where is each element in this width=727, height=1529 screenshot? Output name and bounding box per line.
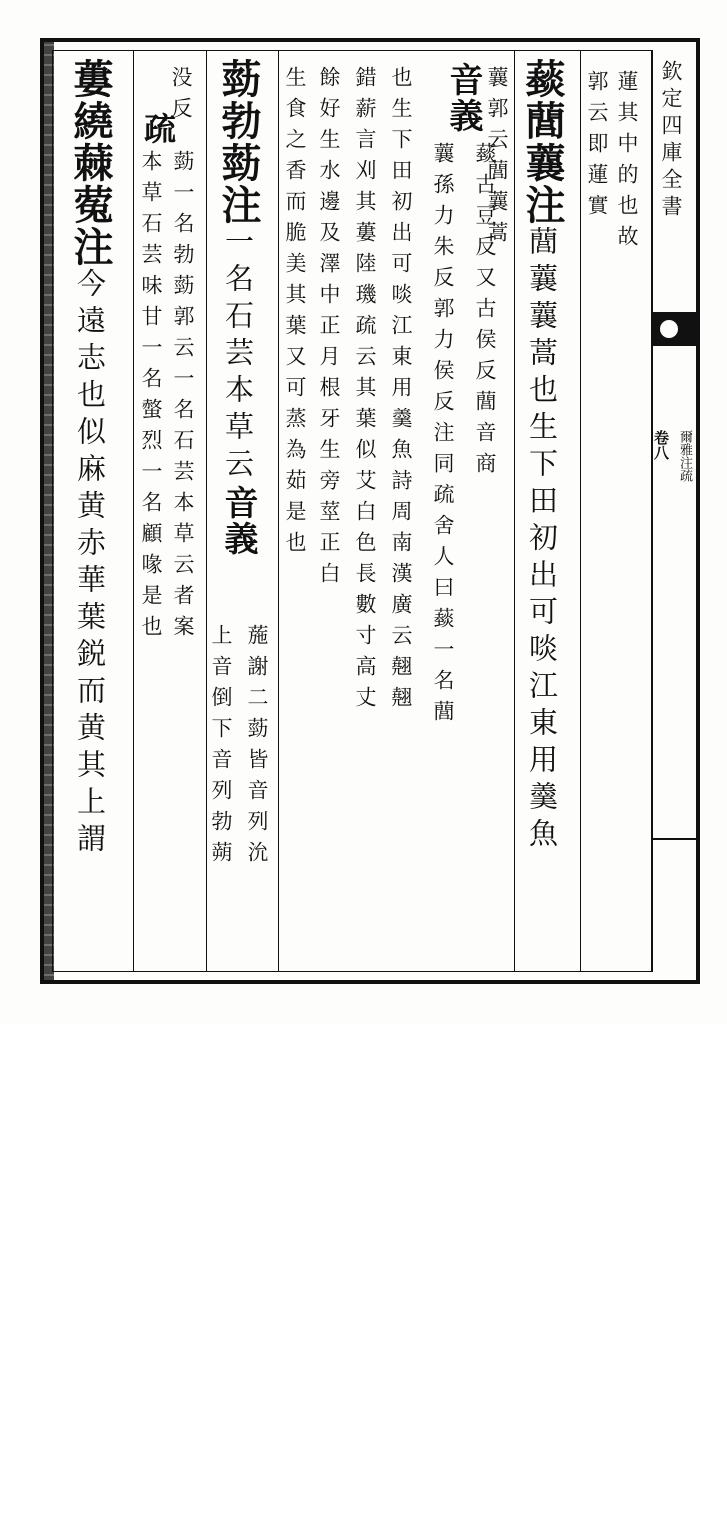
text-column: 蓮其中的也故 <box>615 70 639 256</box>
column-rule <box>206 50 207 972</box>
commentary-column: 本草石芸味甘一名螫烈一名顧喙是也 <box>139 150 163 646</box>
commentary-column: 錯薪言刈其蔞陸璣疏云其葉似艾白色長數寸高丈 <box>353 66 377 717</box>
commentary-column: 葝一名勃葝郭云一名石芸本草云者案 <box>171 150 195 646</box>
commentary-column: 䕭古豆反又古侯反䕡音商 <box>473 142 497 483</box>
commentary-column: 蘘郭云䕡蘘蒿 <box>485 66 509 252</box>
commentary-column: 葹謝二葝皆音列沇 <box>245 624 269 872</box>
entry-heading: 蔞繞蕀蒬注 <box>67 58 114 268</box>
entry-column <box>67 58 114 963</box>
yinyi-heading: 音義 <box>443 62 483 134</box>
commentary-column: 上音倒下音列勃蒴 <box>209 624 233 872</box>
entry-heading: 䕭䕡蘘注 <box>519 58 566 226</box>
entry-text: 䕡蘘蘘蒿也生下田初出可啖江東用羹魚 <box>525 226 559 855</box>
entry-text: 今遠志也似麻黄赤華葉鋭而黄其上謂 <box>73 268 107 860</box>
commentary-column: 蘘孫力朱反郭力侯反注同疏舍人曰䕭一名䕡 <box>431 142 455 731</box>
strip-rule <box>652 838 697 840</box>
shu-heading: 疏 <box>139 112 177 146</box>
commentary-column: 餘好生水邊及澤中正月根牙生旁莖正白 <box>317 66 341 593</box>
commentary-column: 生食之香而脆美其葉又可蒸為茹是也 <box>283 66 307 562</box>
column-rule <box>580 50 581 972</box>
column-rule <box>133 50 134 972</box>
entry-heading: 葝勃葝注 <box>215 58 262 226</box>
entry-column <box>519 58 566 963</box>
commentary-column: 没反 <box>169 66 193 128</box>
yinyi-heading: 音義 <box>218 485 258 557</box>
text-column: 郭云即蓮實 <box>585 70 609 225</box>
entry-text: 一名石芸本草云 <box>221 226 255 485</box>
column-rule <box>514 50 515 972</box>
commentary-column: 也生下田初出可啖江東用羹魚詩周南漢廣云翹翹 <box>389 66 413 717</box>
book-title: 欽定四庫全書 <box>659 60 683 222</box>
volume-label: 卷八 <box>652 430 670 460</box>
fishtail-mark <box>652 312 697 346</box>
work-title: 爾雅注疏 <box>677 430 692 482</box>
column-rule <box>278 50 279 972</box>
